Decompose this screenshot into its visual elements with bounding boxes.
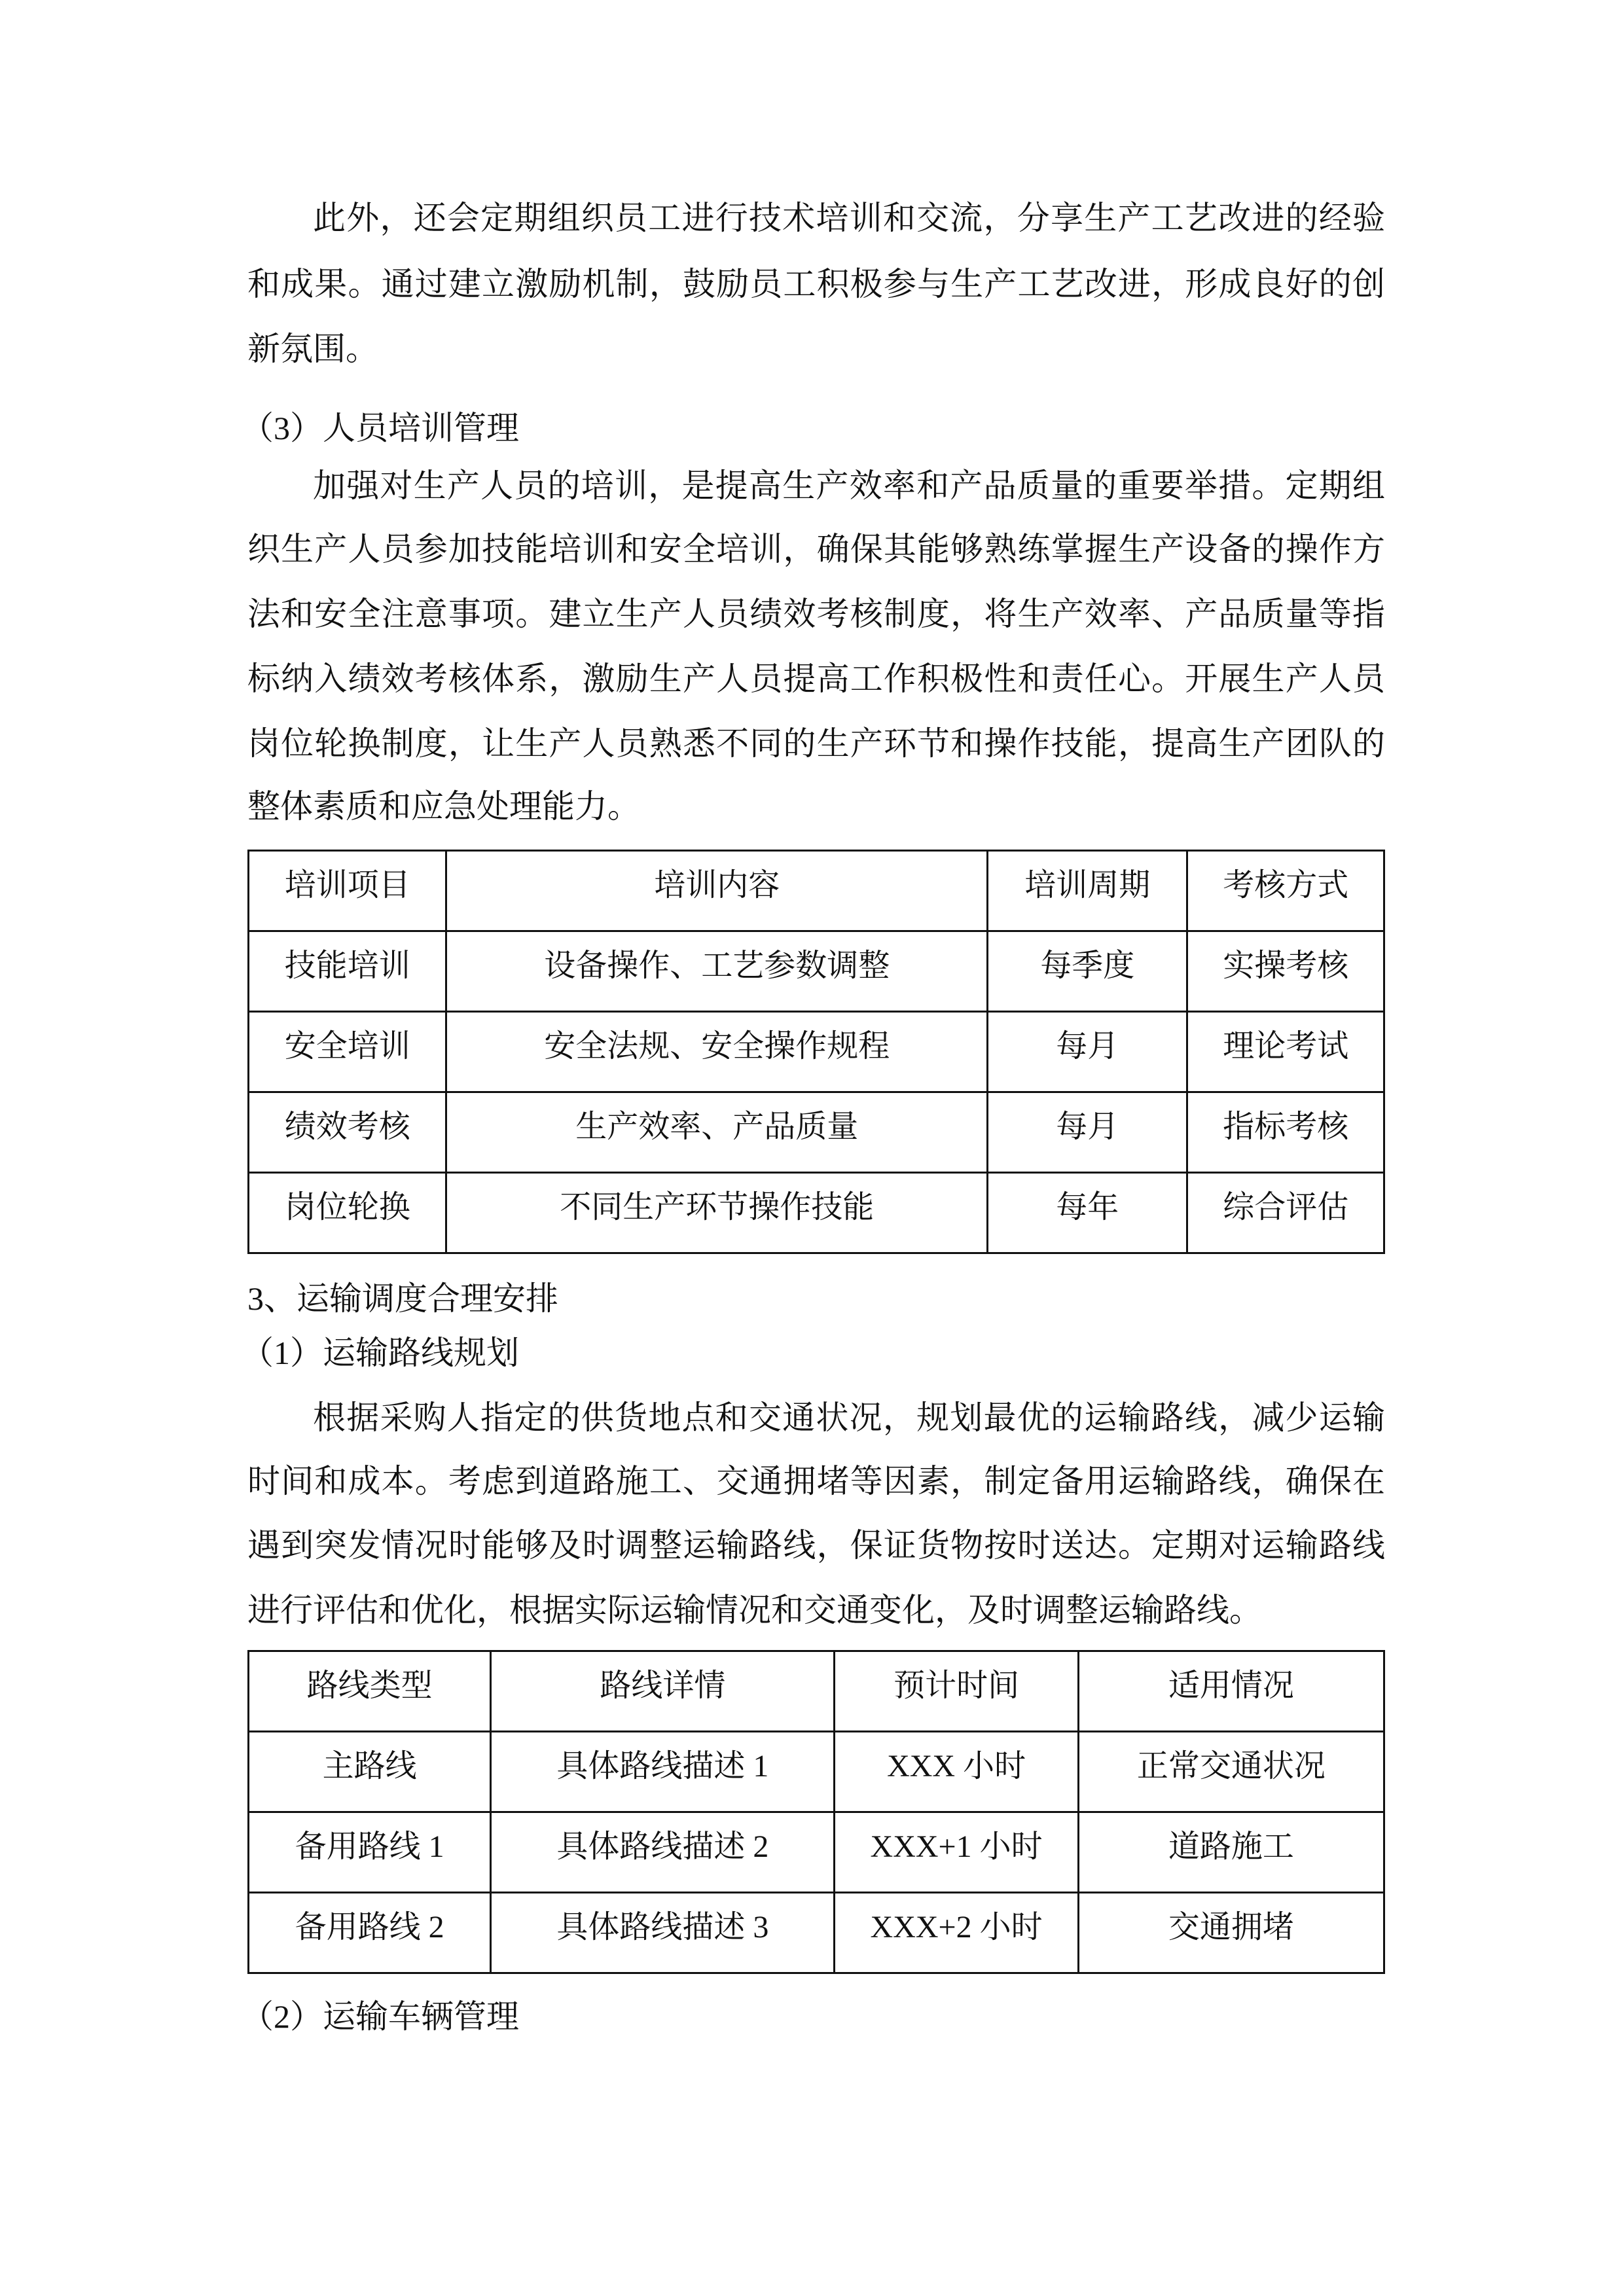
text-line: 和成果。通过建立激励机制，鼓励员工积极参与生产工艺改进，形成良好的创 [247,266,1385,302]
text-line: 织生产人员参加技能培训和安全培训，确保其能够熟练掌握生产设备的操作方 [247,531,1385,567]
text-line: 进行评估和优化，根据实际运输情况和交通变化，及时调整运输路线。 [247,1592,1262,1628]
table-row [249,1012,1384,1092]
text-line: 时间和成本。考虑到道路施工、交通拥堵等因素，制定备用运输路线，确保在 [247,1463,1385,1499]
text-line: 此外，还会定期组织员工进行技术培训和交流，分享生产工艺改进的经验 [313,200,1385,236]
route-table [247,1650,1385,1974]
table-cell: 岗位轮换 [249,1173,446,1253]
text-line: 法和安全注意事项。建立生产人员绩效考核制度，将生产效率、产品质量等指 [247,596,1385,632]
table-cell: 技能培训 [249,931,446,1012]
header-cell: 培训内容 [446,851,988,931]
text-line: 根据采购人指定的供货地点和交通状况，规划最优的运输路线，减少运输 [313,1399,1385,1436]
table-cell: 设备操作、工艺参数调整 [446,931,988,1012]
table-cell: XXX+1 小时 [835,1812,1079,1893]
table-cell: 具体路线描述 2 [491,1812,835,1893]
table-cell: 正常交通状况 [1078,1732,1384,1812]
text-line: 标纳入绩效考核体系，激励生产人员提高工作积极性和责任心。开展生产人员 [247,660,1385,697]
table-cell: 安全法规、安全操作规程 [446,1012,988,1092]
table-row [249,1732,1384,1812]
table-header-row [249,1651,1384,1732]
table-cell: 不同生产环节操作技能 [446,1173,988,1253]
text-line: 新氛围。 [247,331,378,367]
text-line: 整体素质和应急处理能力。 [247,788,640,825]
table-row [249,1812,1384,1893]
table-cell: XXX 小时 [835,1732,1079,1812]
text-line: 加强对生产人员的培训，是提高生产效率和产品质量的重要举措。定期组 [313,467,1385,504]
table-cell: 交通拥堵 [1078,1893,1384,1973]
table-cell: 生产效率、产品质量 [446,1092,988,1173]
header-cell: 路线类型 [249,1651,491,1732]
table-cell: XXX+2 小时 [835,1893,1079,1973]
table-header-row [249,851,1384,931]
header-cell: 考核方式 [1187,851,1384,931]
heading-staff-training: （3）人员培训管理 [241,410,519,446]
table-cell: 具体路线描述 1 [491,1732,835,1812]
table-cell: 指标考核 [1187,1092,1384,1173]
table-cell: 每年 [987,1173,1187,1253]
table-cell: 绩效考核 [249,1092,446,1173]
header-cell: 预计时间 [835,1651,1079,1732]
table-row [249,1173,1384,1253]
table-cell: 综合评估 [1187,1173,1384,1253]
table-row [249,1092,1384,1173]
section-heading-transport: 3、运输调度合理安排 [247,1280,558,1317]
table-cell: 实操考核 [1187,931,1384,1012]
text-line: 遇到突发情况时能够及时调整运输路线，保证货物按时送达。定期对运输路线 [247,1527,1385,1564]
table-cell: 主路线 [249,1732,491,1812]
table-cell: 具体路线描述 3 [491,1893,835,1973]
table-cell: 道路施工 [1078,1812,1384,1893]
table-cell: 理论考试 [1187,1012,1384,1092]
table-cell: 备用路线 1 [249,1812,491,1893]
table-cell: 每季度 [987,931,1187,1012]
header-cell: 培训项目 [249,851,446,931]
header-cell: 适用情况 [1078,1651,1384,1732]
table-row [249,1893,1384,1973]
text-line: 岗位轮换制度，让生产人员熟悉不同的生产环节和操作技能，提高生产团队的 [247,725,1385,762]
table-cell: 每月 [987,1012,1187,1092]
header-cell: 培训周期 [987,851,1187,931]
table-cell: 安全培训 [249,1012,446,1092]
table-cell: 每月 [987,1092,1187,1173]
training-table [247,850,1385,1254]
table-cell: 备用路线 2 [249,1893,491,1973]
header-cell: 路线详情 [491,1651,835,1732]
table-row [249,931,1384,1012]
heading-route-planning: （1）运输路线规划 [241,1335,519,1371]
heading-vehicle-management: （2）运输车辆管理 [241,1998,519,2035]
